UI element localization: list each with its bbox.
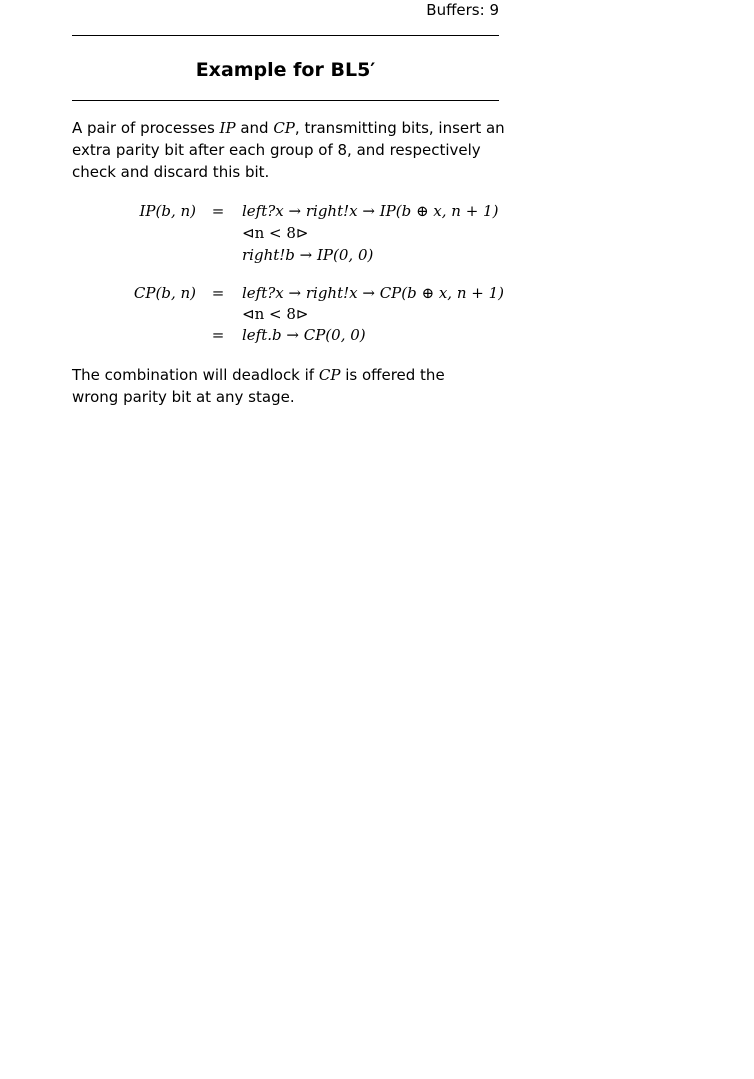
cp-symbol-outro: CP	[318, 366, 341, 384]
slide-title: Example for BL5′	[195, 59, 376, 81]
outro-text-1: The combination will deadlock if	[72, 366, 319, 384]
ip-equals-sign: =	[211, 202, 225, 220]
top-rule	[72, 35, 499, 36]
cp-equals-sign: =	[211, 284, 225, 302]
intro-text-2: and	[235, 119, 274, 137]
outro-paragraph	[72, 364, 492, 408]
outro-text-2: is offered the wrong parity bit at any stage.	[72, 366, 445, 406]
intro-text-3: , transmitting bits, insert an extra parity bit after each group of 8, and respectively check and discard this bit.	[72, 119, 505, 181]
ip-lhs: IP(b, n)	[139, 202, 196, 220]
ip-condition: ⊲n < 8⊳	[242, 224, 309, 242]
cp-equals-sign-2: =	[211, 326, 225, 344]
cp-condition: ⊲n < 8⊳	[242, 305, 309, 323]
cp-rhs-line-1: left?x → right!x → CP(b ⊕ x, n + 1)	[242, 284, 504, 302]
ip-rhs-line-3: right!b → IP(0, 0)	[242, 246, 374, 264]
intro-paragraph	[72, 117, 512, 183]
cp-rhs-line-3: left.b → CP(0, 0)	[242, 326, 366, 344]
ip-rhs-line-1: left?x → right!x → IP(b ⊕ x, n + 1)	[242, 202, 499, 220]
ip-symbol: IP	[219, 119, 236, 137]
running-head: Buffers: 9	[426, 1, 499, 19]
cp-symbol: CP	[273, 119, 295, 137]
intro-text-1: A pair of processes	[72, 119, 220, 137]
cp-lhs: CP(b, n)	[133, 284, 196, 302]
bottom-rule	[72, 100, 499, 101]
